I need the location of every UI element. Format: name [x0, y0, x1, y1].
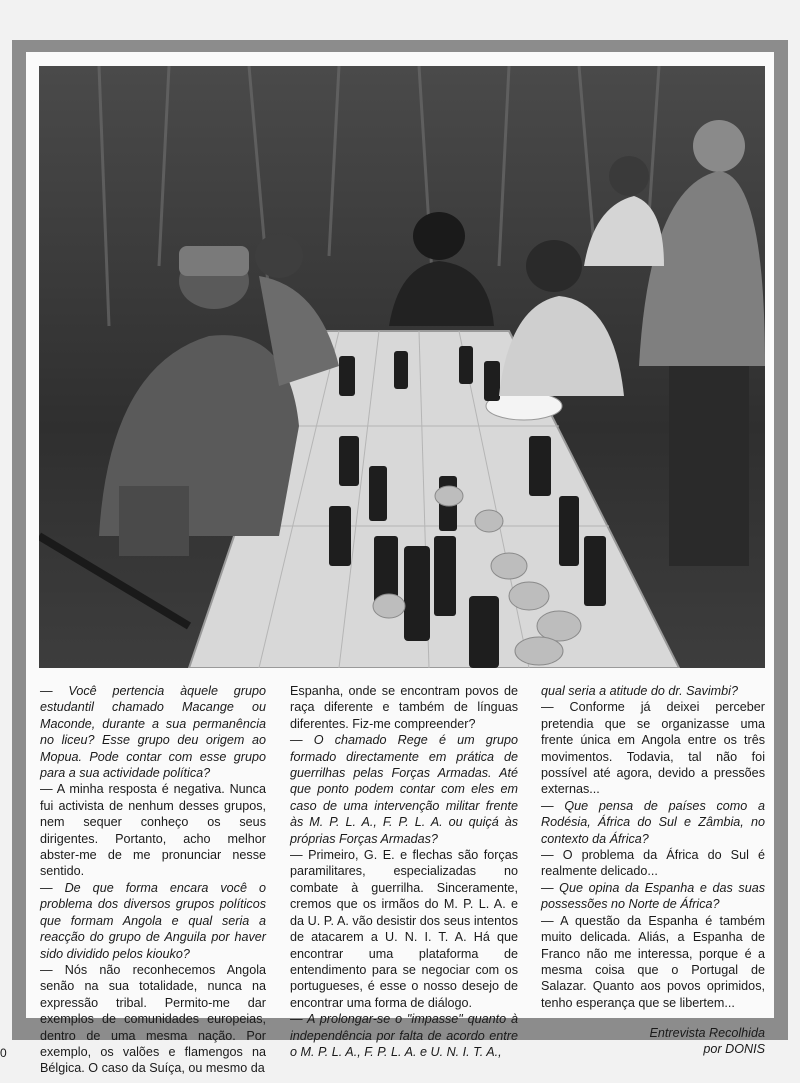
question-paragraph: — O chamado Rege é um grupo formado directamente em prática de guerrilhas pelas Forças Armadas. Até que ponto podem contar com eles em caso de uma intervenção militar frente às M. P. L. A., F. P. L. A. ou quiçá às próprias Forças Armadas? [290, 733, 518, 846]
question-paragraph: — De que forma encara você o problema dos diversos grupos políticos que formam Angola e qual seria a reacção do grupo de Anguila por haver sido dividido pelos kiouko? [40, 880, 266, 961]
answer-paragraph: — A questão da Espanha é também muito delicada. Aliás, a Espanha de Franco não me interessa, porque é a mesma coisa que o Portugal de Salazar. Quanto aos povos oprimidos, tenho esperança que se libertem... [541, 913, 765, 1010]
answer-paragraph: — A minha resposta é negativa. Nunca fui activista de nenhum desses grupos, nem sequer conheço os seus dirigentes. Portanto, acho melhor abster-me de me pronunciar nesse sentido. [40, 782, 266, 879]
answer-paragraph: — O problema da África do Sul é realmente delicado... [541, 848, 765, 879]
signature-line-2: por DONIS [703, 1042, 765, 1057]
question-paragraph: — Que opina da Espanha e das suas possessões no Norte de África? [541, 880, 765, 912]
author-signature [541, 1025, 765, 1057]
page-number: 0 [0, 1046, 7, 1060]
answer-paragraph: — Primeiro, G. E. e flechas são forças paramilitares, especializadas no combate à guerrilha. Sinceramente, cremos que os irmãos do M. P. L. A. e da U. P. A. vão desistir dos seus intentos de atacarem a U. N. I. T. A. Há que encontrar uma plataforma de entendimento para se negociar com os portugueses, é esse o nosso desejo de encontrar uma forma de diálogo. [290, 848, 518, 1010]
signature-line-1: Entrevista Recolhida [649, 1026, 765, 1041]
article-column-3 [541, 683, 765, 1057]
article-column-2 [290, 683, 518, 1060]
question-paragraph: — Que pensa de países como a Rodésia, África do Sul e Zâmbia, no contexto da África? [541, 798, 765, 846]
answer-paragraph: Espanha, onde se encontram povos de raça diferente e também de línguas diferentes. Fiz-me compreender? [290, 684, 518, 731]
question-paragraph: — Você pertencia àquele grupo estudantil chamado Macange ou Maconde, durante a sua permanência no liceu? Esse grupo deu origem ao Mopua. Pode contar com esse grupo para a sua actividade política? [40, 684, 266, 781]
answer-paragraph: — Conforme já deixei perceber pretendia que se organizasse uma frente única em Angola entre os três movimentos. Todavia, tal não foi possível até agora, devido a pressões externas... [541, 700, 765, 797]
outdoor-picnic-photo [39, 66, 765, 668]
answer-paragraph: — Nós não reconhecemos Angola senão na sua totalidade, nunca na expressão tribal. Permito-me dar exemplos de comunidades europeias, dentro de uma mesma nação. Por exemplo, os valões e flamengos na Bélgica. O caso da Suíça, ou mesmo da [40, 962, 266, 1076]
article-column-1 [40, 683, 266, 1077]
question-paragraph: — A prolongar-se o "impasse" quanto à independência por falta de acordo entre o M. P. L. A., F. P. L. A. e U. N. I. T. A., [290, 1012, 518, 1059]
question-paragraph: qual seria a atitude do dr. Savimbi? [541, 684, 738, 698]
photo-illustration [39, 66, 765, 668]
